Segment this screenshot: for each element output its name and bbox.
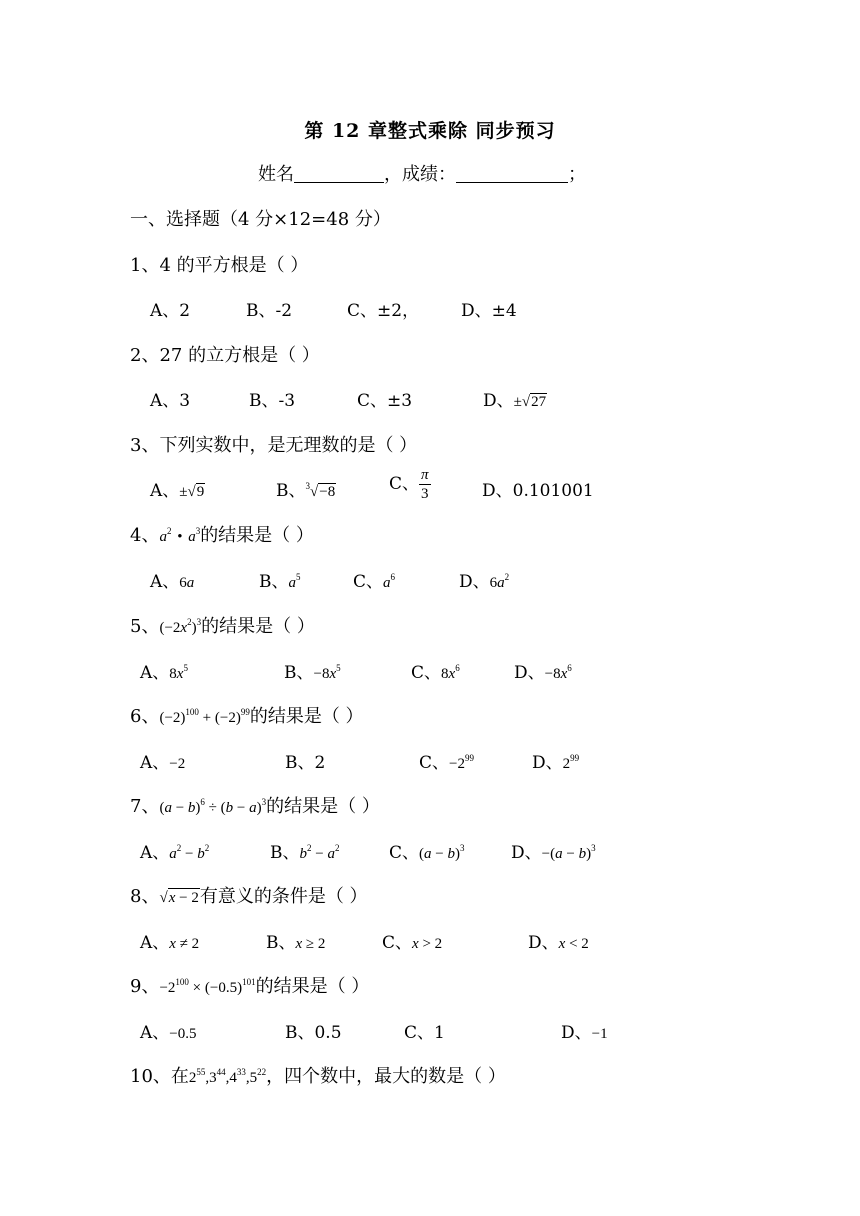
q3-option-c: C、 $\frac{\pi}{3}$	[389, 467, 429, 502]
question-4-stem: 4、$a^2$ • $a^3$的结果是（ ）	[130, 525, 314, 546]
q8-option-a: A、x ≠ 2	[140, 933, 200, 953]
q1-option-c: C、±2，	[347, 301, 420, 321]
question-10-stem: 10、在$2^{55},3^{44},4^{33},5^{22}$，四个数中，最大的数是（ ）	[130, 1066, 506, 1087]
q6-option-d: D、$2^{99}$	[532, 753, 580, 773]
plus-minus-symbol: ±	[513, 394, 522, 410]
q8-option-c: C、x > 2	[382, 933, 443, 953]
q5-option-d: D、$-8x^6$	[514, 663, 572, 683]
q1-option-b: B、-2	[246, 301, 293, 321]
q7-option-d: D、$-(a - b)^3$	[511, 843, 596, 863]
info-end: ；	[568, 164, 586, 185]
q8-option-b: B、x ≥ 2	[266, 933, 326, 953]
q5-option-a: A、$8x^5$	[140, 663, 188, 683]
q2-option-a: A、3	[150, 391, 191, 411]
q9-option-a: A、−0.5	[140, 1023, 197, 1043]
section-heading: 一、选择题（4 分×12=48 分）	[130, 209, 391, 230]
q9-option-c: C、1	[404, 1023, 445, 1043]
q9-option-b: B、0.5	[285, 1023, 342, 1043]
question-2-stem: 2、27 的立方根是（ ）	[130, 345, 320, 366]
q4-option-b: B、$a^5$	[259, 572, 301, 592]
name-label: 姓名	[258, 164, 294, 185]
q5-option-b: B、$-8x^5$	[284, 663, 341, 683]
q5-option-c: C、$8x^6$	[411, 663, 460, 683]
q3-option-a: A、±√9	[150, 481, 205, 501]
q8-option-d: D、x < 2	[528, 933, 589, 953]
q4-option-c: C、$a^6$	[353, 572, 396, 592]
q4-option-a: A、6a	[150, 572, 195, 592]
question-8-stem: 8、√x − 2有意义的条件是（ ）	[130, 886, 368, 907]
q7-option-c: C、$(a - b)^3$	[389, 843, 465, 863]
pi-over-3-fraction: $\frac{\pi}{3}$	[421, 467, 429, 502]
score-label: ，成绩：	[384, 164, 456, 185]
sqrt-9: 9	[196, 484, 205, 500]
q1-option-d: D、±4	[461, 301, 517, 321]
question-1-stem: 1、4 的平方根是（ ）	[130, 255, 309, 276]
q9-option-d: D、−1	[561, 1023, 608, 1043]
q4-option-d: D、$6a^2$	[459, 572, 510, 592]
q2-option-c: C、±3	[357, 391, 413, 411]
q1-option-a: A、2	[150, 301, 191, 321]
q2-option-b: B、-3	[249, 391, 296, 411]
page-title: 第 12 章整式乘除 同步预习	[304, 120, 556, 142]
q7-option-b: B、$b^2 - a^2$	[270, 843, 340, 863]
q2-option-d-prefix: D、	[483, 391, 514, 411]
cube-root-neg-8: −8	[319, 484, 336, 500]
name-blank[interactable]	[294, 164, 384, 183]
q6-option-b: B、2	[285, 753, 326, 773]
q6-option-c: C、$-2^{99}$	[419, 753, 474, 773]
score-blank[interactable]	[456, 164, 568, 183]
question-6-stem: 6、$(-2)^{100} + (-2)^{99}$的结果是（ ）	[130, 706, 364, 727]
q3-option-b: B、$^3$√−8	[276, 481, 336, 501]
q6-option-a: A、−2	[140, 753, 186, 773]
question-9-stem: 9、$-2^{100} \times (-0.5)^{101}$的结果是（ ）	[130, 976, 370, 997]
student-info-line	[258, 160, 586, 186]
q7-option-a: A、$a^2 - b^2$	[140, 843, 210, 863]
question-5-stem: 5、$(-2x^2)^3$的结果是（ ）	[130, 616, 315, 637]
q2-option-d: D、±√27	[483, 391, 547, 411]
q3-option-d: D、0.101001	[482, 481, 594, 501]
question-7-stem: 7、$(a - b)^6 \div (b - a)^3$的结果是（ ）	[130, 796, 380, 817]
sqrt-27: 27	[531, 394, 547, 410]
question-3-stem: 3、下列实数中，是无理数的是（ ）	[130, 435, 418, 456]
